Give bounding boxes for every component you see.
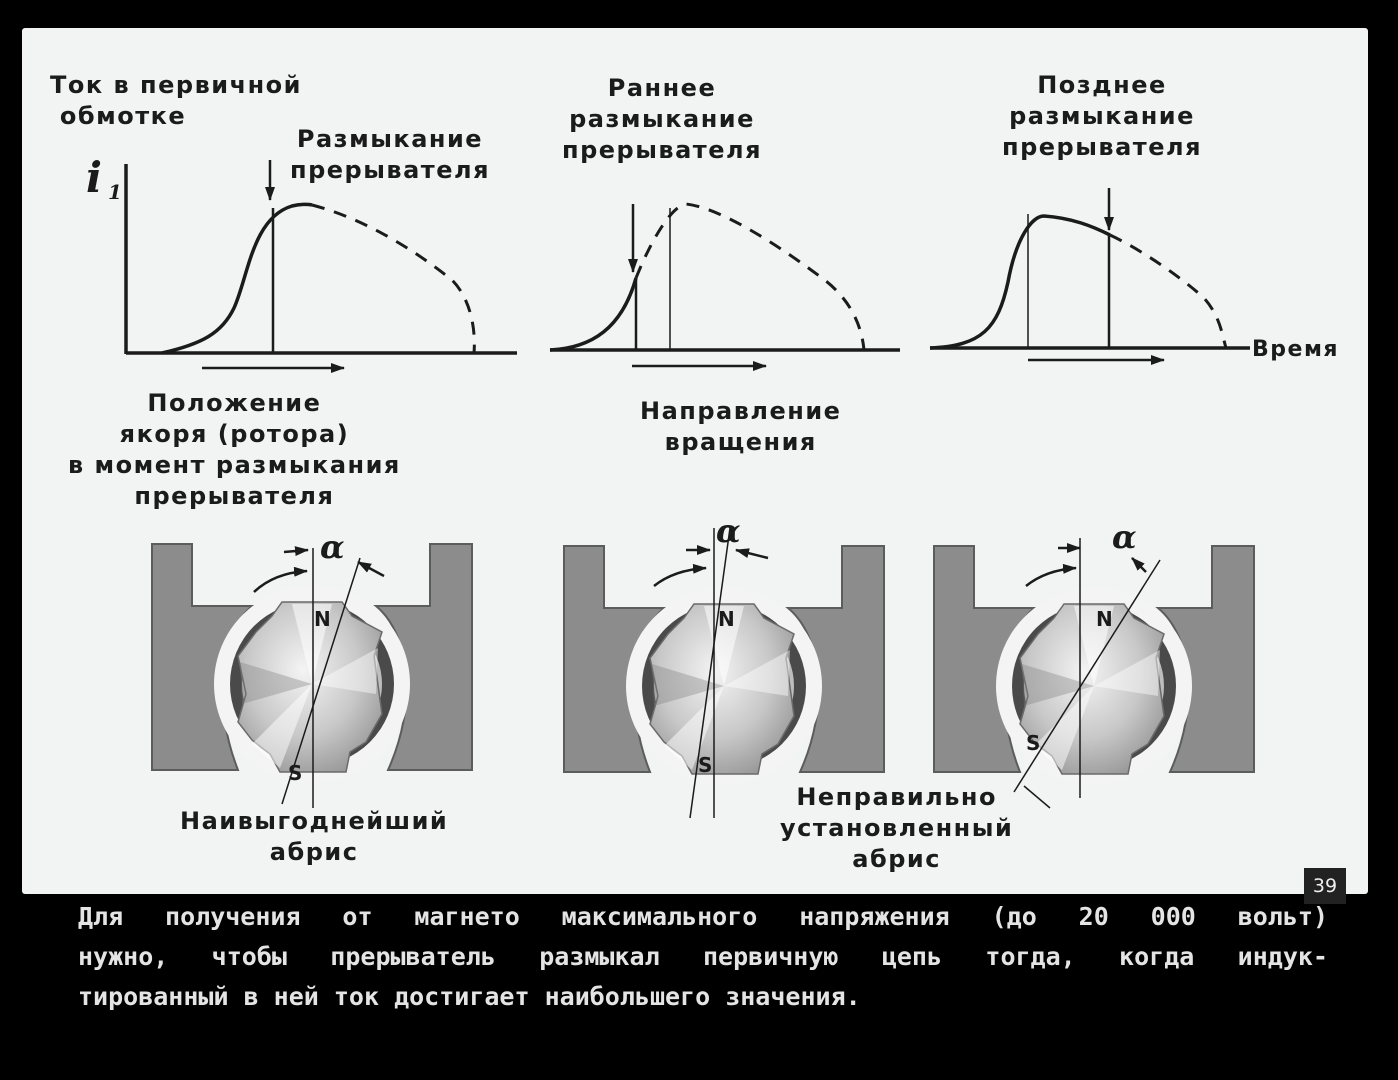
- i1-subscript: 1: [108, 180, 124, 204]
- caption: [78, 897, 1328, 1017]
- alpha-symbol: α: [1112, 518, 1139, 556]
- pole-n-label: N: [1096, 607, 1115, 631]
- slide-panel: [22, 28, 1368, 897]
- early-opening-label: Раннее размыкание прерывателя: [562, 74, 762, 164]
- graph-optimal: [126, 160, 517, 368]
- rotation-direction-label: Направление вращения: [640, 397, 842, 456]
- late-opening-label: Позднее размыкание прерывателя: [1002, 71, 1202, 161]
- pole-s-label: S: [288, 761, 304, 785]
- current-primary-label: Ток в первичной обмотке: [50, 71, 302, 130]
- pole-n-label: N: [718, 607, 737, 631]
- wrong-abris-label: Неправильно установленный абрис: [780, 783, 1014, 873]
- magneto-optimal: [152, 544, 472, 808]
- alpha-symbol: α: [320, 528, 347, 566]
- graph-early: [550, 204, 900, 366]
- caption-line: нужно, чтобы прерыватель размыкал первичную цепь тогда, когда индук-: [78, 942, 1328, 971]
- best-abris-label: Наивыгоднейший абрис: [180, 807, 449, 866]
- magneto-early: [564, 528, 884, 818]
- breaker-opening-label: Размыкание прерывателя: [290, 125, 490, 184]
- magneto-late: [934, 538, 1254, 808]
- current-curve: [930, 216, 1110, 348]
- pole-s-label: S: [1026, 731, 1042, 755]
- graph-late: [930, 188, 1250, 360]
- caption-line: тированный в ней ток достигает наибольшего значения.: [78, 982, 861, 1011]
- slide-number: 39: [1304, 868, 1346, 904]
- pole-n-label: N: [314, 607, 333, 631]
- time-axis-label: Время: [1252, 337, 1340, 362]
- pole-s-label: S: [698, 753, 714, 777]
- current-curve-dashed: [312, 205, 474, 353]
- current-curve: [550, 278, 636, 350]
- i1-symbol: i: [86, 153, 104, 202]
- alpha-symbol: α: [716, 512, 743, 550]
- current-curve-dashed: [1110, 235, 1226, 348]
- caption-line: Для получения от магнето максимального напряжения (до 20 000 вольт): [78, 902, 1328, 931]
- armature-position-label: Положение якоря (ротора) в момент размыкания прерывателя: [68, 389, 401, 510]
- current-curve: [162, 204, 312, 353]
